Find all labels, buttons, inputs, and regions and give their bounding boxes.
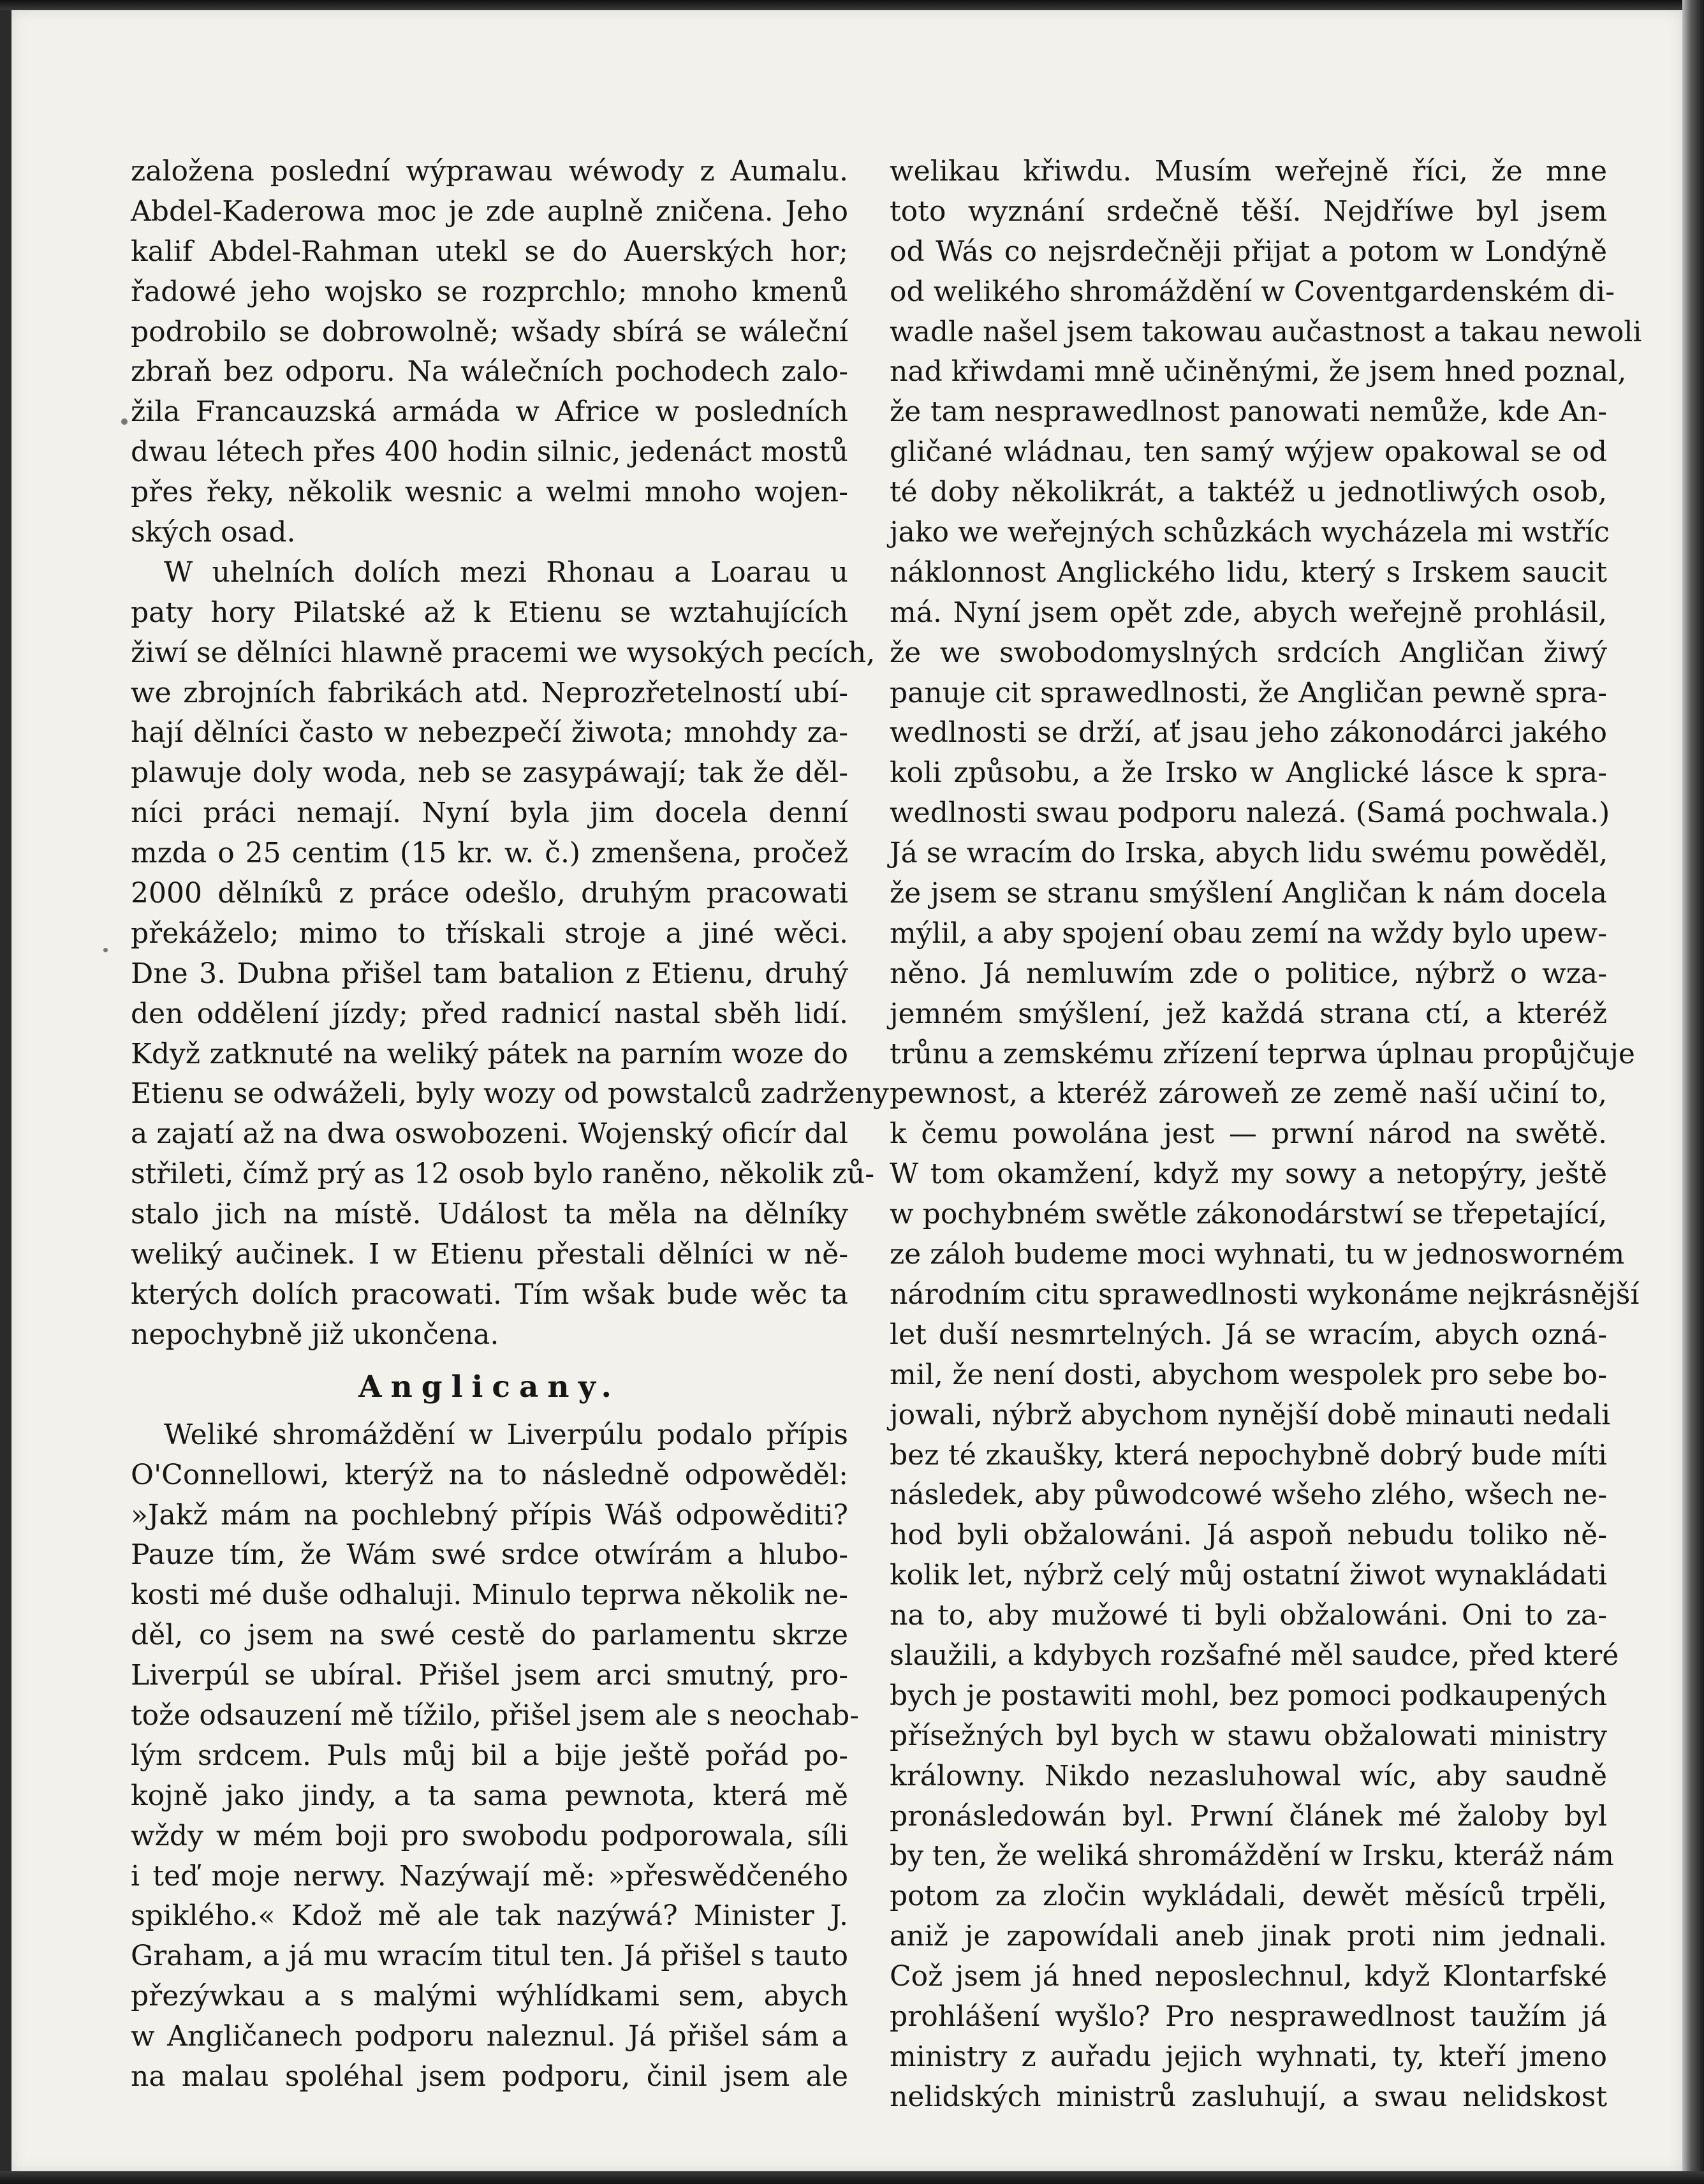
text-line: pronásledowán byl. Prwní článek mé žaloby byl: [890, 1799, 1607, 1833]
print-speck: [121, 418, 128, 425]
text-line: střileti, čímž prý as 12 osob bylo raněno, několik zů-: [131, 1158, 875, 1191]
text-line: »Jakž mám na pochlebný přípis Wáš odpowěditi?: [131, 1498, 848, 1531]
text-line: 2000 dělníků z práce odešlo, druhým pracowati: [131, 877, 848, 910]
text-line: Což jsem já hned neposlechnul, když Klontarfské: [890, 1960, 1607, 1993]
text-line: na to, aby mužowé ti byli obžalowáni. Oni to za-: [890, 1599, 1607, 1632]
text-line: jako we weřejných schůzkách wycházela mi wstříc: [890, 516, 1610, 549]
text-line: přezýwkau a s malými wýhlídkami sem, abych: [131, 1980, 848, 2013]
text-line: podrobilo se dobrowolně; wšady sbírá se wáleční: [131, 315, 848, 348]
text-line: založena poslední wýprawau wéwody z Aumalu.: [131, 155, 848, 188]
text-line: lým srdcem. Puls můj bil a bije ještě pořád po-: [131, 1739, 848, 1772]
text-line: bych je postawiti mohl, bez pomoci podkaupených: [890, 1679, 1607, 1712]
text-line: že jsem se stranu smýšlení Angličan k nám docela: [890, 877, 1607, 910]
text-line: wedlnosti swau podporu nalezá. (Samá pochwala.): [890, 797, 1610, 830]
text-line: den oddělení jízdy; před radnicí nastal sběh lidí.: [131, 997, 848, 1030]
text-line: děl, co jsem na swé cestě do parlamentu skrze: [131, 1619, 848, 1652]
text-line: má. Nyní jsem opět zde, abych weřejně prohlásil,: [890, 596, 1607, 629]
text-line: nelidských ministrů zasluhují, a swau nelidskost: [890, 2080, 1607, 2113]
text-line: a zajatí až na dwa oswobozeni. Wojenský oficír dal: [131, 1118, 848, 1151]
text-line: Pauze tím, že Wám swé srdce otwírám a hlubo-: [131, 1538, 848, 1572]
text-line: w Angličanech podporu naleznul. Já přišel sám a: [131, 2020, 848, 2053]
text-line: pewnost, a kteréž zároweň ze země naší učiní to,: [890, 1077, 1607, 1110]
text-line: prohlášení wyšlo? Pro nesprawedlnost taužím já: [890, 2000, 1607, 2033]
scan-edge-top: [0, 0, 1704, 10]
text-line: něno. Já nemluwím zde o politice, nýbrž o wza-: [890, 957, 1607, 990]
text-line: paty hory Pilatské až k Etienu se wztahujících: [131, 596, 848, 629]
text-line: králowny. Nikdo nezasluhowal wíc, aby saudně: [890, 1759, 1607, 1792]
text-line: Weliké shromáždění w Liverpúlu podalo přípis: [164, 1418, 848, 1451]
text-line: hají dělníci často w nebezpečí žiwota; mnohdy za-: [131, 716, 848, 749]
text-line: aniž je zapowídali aneb jinak proti nim jednali.: [890, 1920, 1607, 1953]
scan-edge-bottom: [0, 2171, 1704, 2184]
text-line: Graham, a já mu wracím titul ten. Já přišel s tauto: [131, 1940, 848, 1973]
text-line: Dne 3. Dubna přišel tam batalion z Etienu, druhý: [131, 957, 848, 990]
text-line: W tom okamžení, když my sowy a netopýry, ještě: [890, 1158, 1607, 1191]
text-line: wedlnosti se drží, ať jsau jeho zákonodárci jakého: [890, 716, 1607, 749]
text-line: welikau křiwdu. Musím weřejně říci, že mne: [890, 155, 1607, 188]
text-line: hod byli obžalowáni. Já aspoň nebudu toliko ně-: [890, 1519, 1607, 1552]
text-line: panuje cit sprawedlnosti, že Angličan pewně spra-: [890, 676, 1607, 709]
scan-edge-right: [1682, 0, 1704, 2184]
text-line: W uhelních dolích mezi Rhonau a Loarau u: [164, 556, 848, 589]
text-line: kterých dolích pracowati. Tím wšak bude wěc ta: [131, 1278, 848, 1311]
text-line: slaužili, a kdybych rozšafné měl saudce, před které: [890, 1639, 1619, 1672]
text-line: řadowé jeho wojsko se rozprchlo; mnoho kmenů: [131, 275, 848, 308]
text-line: dwau létech přes 400 hodin silnic, jedenáct mostů: [131, 436, 848, 469]
text-line: koli způsobu, a že Irsko w Anglické lásce k spra-: [890, 756, 1607, 790]
text-line: i teď moje nerwy. Nazýwají mě: »přeswědčeného: [131, 1859, 848, 1893]
text-line: překáželo; mimo to třískali stroje a jiné wěci.: [131, 917, 848, 950]
text-line: toto wyznání srdečně těší. Nejdříwe byl jsem: [890, 195, 1607, 228]
text-line: potom za zločin wykládali, dewět měsíců trpěli,: [890, 1880, 1607, 1913]
text-line: Když zatknuté na weliký pátek na parním woze do: [131, 1037, 848, 1070]
text-line: wadle našel jsem takowau aučastnost a takau newoli: [890, 315, 1642, 348]
text-line: nad křiwdami mně učiněnými, že jsem hned poznal,: [890, 355, 1627, 388]
right-text-column: [890, 152, 1642, 2118]
text-line: mzda o 25 centim (15 kr. w. č.) zmenšena, pročež: [131, 837, 848, 870]
text-line: by ten, že weliká shromáždění w Irsku, kteráž nám: [890, 1840, 1614, 1873]
text-line: gličané wládnau, ten samý wýjew opakowal se od: [890, 436, 1607, 469]
text-line: žiwí se dělníci hlawně pracemi we wysokých pecích,: [131, 636, 876, 669]
text-line: ministry z auřadu jejich wyhnati, ty, kteří jmeno: [890, 2040, 1607, 2073]
text-line: mýlil, a aby spojení obau zemí na wždy bylo upew-: [890, 917, 1607, 950]
text-line: Etienu se odwáželi, byly wozy od powstalců zadrženy: [131, 1077, 889, 1110]
text-line: ských osad.: [131, 516, 296, 549]
text-line: w pochybném swětle zákonodárstwí se třepetající,: [890, 1198, 1608, 1231]
text-line: zbraň bez odporu. Na wálečních pochodech zalo-: [131, 355, 848, 388]
text-line: O'Connellowi, kterýž na to následně odpowěděl:: [131, 1458, 848, 1491]
text-line: let duší nesmrtelných. Já se wracím, abych ozná-: [890, 1318, 1607, 1351]
text-line: níci práci nemají. Nyní byla jim docela denní: [131, 797, 848, 830]
text-line: přísežných byl bych w stawu obžalowati ministry: [890, 1719, 1607, 1752]
text-line: jowali, nýbrž abychom nynější době minauti nedali: [890, 1398, 1611, 1431]
text-line: spiklého.« Kdož mě ale tak nazýwá? Minister J.: [131, 1900, 848, 1933]
text-line: mil, že není dosti, abychom wespolek pro sebe bo-: [890, 1358, 1607, 1391]
text-line: stalo jich na místě. Událost ta měla na dělníky: [131, 1198, 848, 1231]
text-line: na malau spoléhal jsem podporu, činil jsem ale: [131, 2060, 848, 2093]
text-line: plawuje doly woda, neb se zasypáwají; tak že děl-: [131, 756, 848, 790]
text-line: ze záloh budeme moci wyhnati, tu w jednosworném: [890, 1238, 1625, 1271]
text-line: Liverpúl se ubíral. Přišel jsem arci smutný, pro-: [131, 1659, 848, 1692]
text-line: kalif Abdel-Rahman utekl se do Auerských hor;: [131, 235, 848, 268]
text-line: trůnu a zemskému zřízení teprwa úplnau propůjčuje: [890, 1037, 1635, 1070]
text-line: we zbrojních fabrikách atd. Neprozřetelností ubí-: [131, 676, 848, 709]
text-line: weliký aučinek. I w Etienu přestali dělníci w ně-: [131, 1238, 848, 1271]
text-line: nepochybně již ukončena.: [131, 1318, 499, 1351]
text-line: kolik let, nýbrž celý můj ostatní žiwot wynakládati: [890, 1559, 1607, 1592]
left-text-column: [131, 152, 889, 2097]
text-line: že we swobodomyslných srdcích Angličan žiwý: [890, 636, 1607, 669]
text-line: od Wás co nejsrdečněji přijat a potom w Londýně: [890, 235, 1607, 268]
text-line: té doby několikrát, a taktéž u jednotliwých osob,: [890, 476, 1607, 509]
text-line: národním citu sprawedlnosti wykonáme nejkrásnější: [890, 1278, 1640, 1311]
text-line: tože odsauzení mě tížilo, přišel jsem ale s neochab-: [131, 1699, 860, 1732]
text-line: následek, aby půwodcowé wšeho zlého, wšech ne-: [890, 1479, 1607, 1512]
text-line: náklonnost Anglického lidu, který s Irskem saucit: [890, 556, 1607, 589]
text-line: žila Francauzská armáda w Africe w posledních: [131, 395, 848, 429]
text-line: od welikého shromáždění w Coventgardenském di-: [890, 275, 1615, 308]
text-line: kosti mé duše odhaluji. Minulo teprwa několik ne-: [131, 1579, 848, 1612]
text-line: že tam nesprawedlnost panowati nemůže, kde An-: [890, 395, 1607, 429]
text-line: Abdel-Kaderowa moc je zde auplně zničena. Jeho: [131, 195, 848, 228]
section-heading: Anglicany.: [358, 1369, 621, 1405]
text-line: k čemu powolána jest — prwní národ na swětě.: [890, 1118, 1607, 1151]
text-line: kojně jako jindy, a ta sama pewnota, která mě: [131, 1779, 848, 1812]
print-speck: [103, 948, 108, 952]
text-line: wždy w mém boji pro swobodu podporowala, síli: [131, 1819, 848, 1852]
text-line: Já se wracím do Irska, abych lidu swému powěděl,: [890, 837, 1608, 870]
text-line: bez té zkaušky, která nepochybně dobrý bude míti: [890, 1438, 1607, 1472]
text-line: přes řeky, několik wesnic a welmi mnoho wojen-: [131, 476, 848, 509]
text-line: jemném smýšlení, jež každá strana ctí, a kteréž: [890, 997, 1607, 1030]
